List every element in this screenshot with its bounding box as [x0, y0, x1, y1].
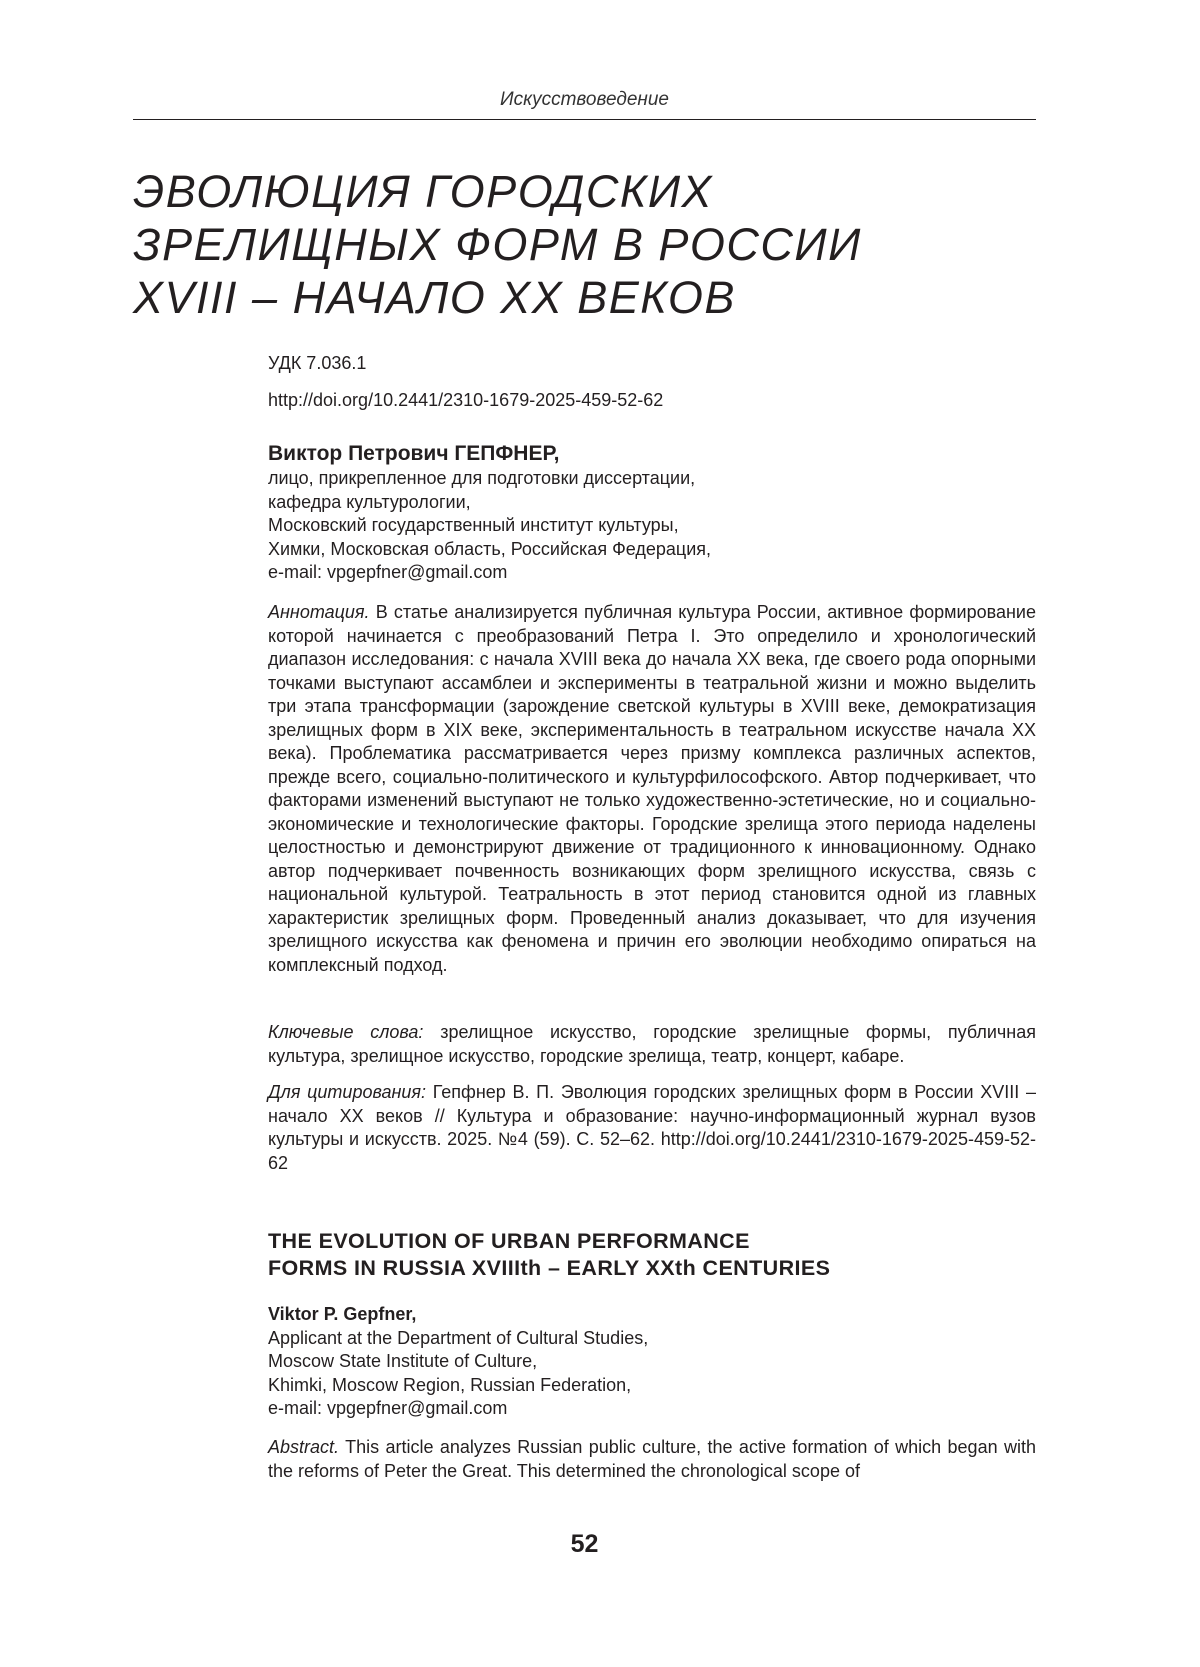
doi-block — [268, 389, 1036, 411]
citation-paragraph — [268, 1081, 1036, 1175]
article-title-en — [268, 1228, 1036, 1282]
citation-label: Для цитирования: — [268, 1082, 427, 1102]
title-ru-line: ЭВОЛЮЦИЯ ГОРОДСКИХ — [133, 166, 714, 217]
udc-code — [268, 352, 1036, 374]
header-rule — [133, 119, 1036, 120]
author-name-en: Viktor P. Gepfner, — [268, 1304, 417, 1324]
affiliation-line: Московский государственный институт культуры, — [268, 515, 679, 535]
doi-link[interactable]: http://doi.org/10.2441/2310-1679-2025-459-52-62 — [268, 390, 664, 410]
annotation-label: Аннотация. — [268, 602, 370, 622]
title-en-line: FORMS IN RUSSIA XVIIIth – EARLY XXth CENTURIES — [268, 1256, 831, 1280]
author-name-ru: Виктор Петрович ГЕПФНЕР, — [268, 442, 560, 465]
title-ru-line: XVIII – НАЧАЛО XX ВЕКОВ — [133, 272, 736, 323]
author-block-en — [268, 1303, 1036, 1421]
annotation-paragraph — [268, 601, 1036, 977]
running-head: Искусствоведение — [500, 89, 669, 110]
affiliation-line: кафедра культурологии, — [268, 491, 471, 512]
article-title-ru — [133, 165, 1036, 324]
citation-text: Гепфнер В. П. Эволюция городских зрелищных форм в России XVIII – начало XX веков // Культура и образование: научно-информационный журнал вузов культуры и искусств. 2025. №4 (59). С. 52–62. http://doi.org/10.2441/2310-1679-2025-459-52-62 — [268, 1082, 1036, 1173]
annotation-text: В статье анализируется публичная культура России, активное формирование которой начинается с преобразований Петра I. Это определило и хронологический диапазон исследования: с начала XVIII века до начала XX века, где своего рода опорными точками выступают ассамблеи и эксперименты в театральной жизни и можно выделить три этапа трансформации (зарождение светской культуры в XVIII веке, демократизация зрелищных форм в XIX веке, экспериментальность в театральном искусстве начала XX века). Проблематика рассматривается через призму комплекса различных аспектов, прежде всего, социально-политического и культурфилософского. Автор подчеркивает, что факторами изменений выступают не только художественно-эстетические, но и социально-экономические и технологические факторы. Городские зрелища этого периода наделены целостностью и демонстрируют движение от традиционного к инновационному. Однако автор подчеркивает почвенность возникающих форм зрелищного искусства, связь с национальной культурой. Театральность в этот период становится одной из главных характеристик зрелищных форм. Проведенный анализ доказывает, что для изучения зрелищного искусства как феномена и причин его эволюции необходимо опираться на комплексный подход. — [268, 602, 1036, 975]
author-email-ru[interactable]: e-mail: vpgepfner@gmail.com — [268, 562, 508, 582]
keywords-label: Ключевые слова: — [268, 1022, 424, 1042]
author-block-ru — [268, 441, 1036, 585]
keywords-text: зрелищное искусство, городские зрелищные формы, публичная культура, зрелищное искусство, городские зрелища, театр, концерт, кабаре. — [268, 1022, 1037, 1066]
title-ru-line: ЗРЕЛИЩНЫХ ФОРМ В РОССИИ — [133, 219, 862, 270]
affiliation-line-en: Applicant at the Department of Cultural Studies, — [268, 1327, 649, 1348]
abstract-text: This article analyzes Russian public culture, the active formation of which began with the reforms of Peter the Great. This determined the chronological scope of — [268, 1437, 1036, 1481]
keywords-paragraph — [268, 1021, 1036, 1068]
page-number: 52 — [570, 1530, 599, 1558]
title-en-line: THE EVOLUTION OF URBAN PERFORMANCE — [268, 1229, 750, 1253]
affiliation-line-en: Khimki, Moscow Region, Russian Federation, — [268, 1374, 632, 1395]
affiliation-line-en: Moscow State Institute of Culture, — [268, 1351, 538, 1371]
udc-text: УДК 7.036.1 — [268, 353, 367, 373]
affiliation-line: лицо, прикрепленное для подготовки диссертации, — [268, 468, 696, 488]
abstract-en-paragraph — [268, 1436, 1036, 1483]
abstract-label: Abstract. — [268, 1437, 340, 1457]
author-email-en[interactable]: e-mail: vpgepfner@gmail.com — [268, 1398, 508, 1418]
affiliation-line: Химки, Московская область, Российская Федерация, — [268, 538, 712, 559]
